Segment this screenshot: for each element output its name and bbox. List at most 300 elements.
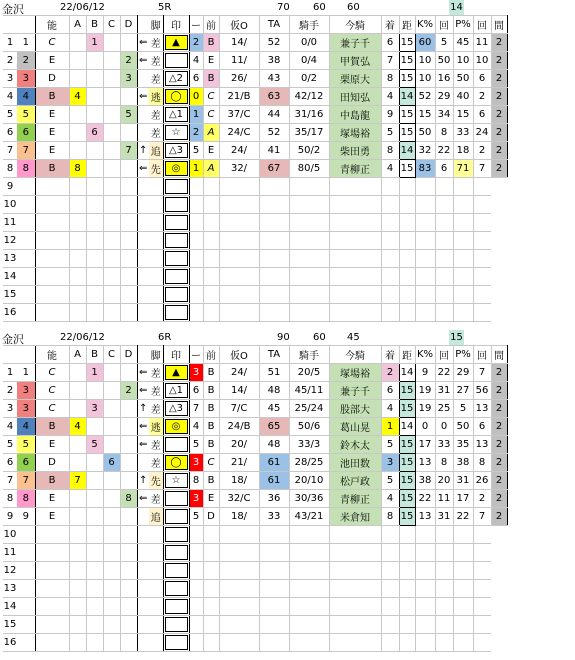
rank-cell: C (35, 34, 69, 52)
waku-number (17, 250, 35, 268)
kyori-cell: 15 (399, 34, 415, 52)
data-cell (435, 562, 453, 580)
row-number: 11 (3, 544, 17, 562)
data-cell (289, 286, 329, 304)
mark-cell (163, 382, 189, 400)
kai-cell: 31 (435, 508, 453, 526)
col-c (103, 88, 120, 106)
mark-value (165, 635, 188, 650)
data-cell (189, 268, 203, 286)
ta-cell: 51 (259, 364, 289, 382)
data-cell (453, 616, 473, 634)
arrow-cell (137, 454, 149, 472)
data-cell (415, 178, 435, 196)
mark-cell (163, 436, 189, 454)
data-cell (435, 616, 453, 634)
kai2-cell: 56 (473, 382, 491, 400)
ta-cell: 67 (259, 160, 289, 178)
dash-cell: 0 (189, 88, 203, 106)
data-cell (415, 304, 435, 322)
row-number: 6 (3, 124, 17, 142)
kan-cell: 2 (491, 400, 507, 418)
rank-cell: B (35, 88, 69, 106)
mae-cell: B (203, 364, 219, 382)
data-cell (259, 286, 289, 304)
col-b (86, 304, 103, 322)
data-cell (203, 598, 219, 616)
ta-cell: 65 (259, 418, 289, 436)
waku-number: 5 (17, 106, 35, 124)
data-cell (453, 304, 473, 322)
arrow-cell (137, 196, 149, 214)
kai2-cell: 8 (473, 454, 491, 472)
kyaku-cell: 差 (149, 400, 163, 418)
col-d (120, 562, 137, 580)
col-c (103, 562, 120, 580)
data-cell (435, 178, 453, 196)
kan-cell: 2 (491, 490, 507, 508)
kai-cell: 5 (435, 34, 453, 52)
col-header: B (86, 346, 103, 364)
data-cell (289, 250, 329, 268)
col-a (69, 436, 86, 454)
arrow-cell: ↑ (137, 472, 149, 490)
table-row (3, 70, 507, 88)
col-d (120, 508, 137, 526)
col-header (137, 346, 149, 364)
kai2-cell: 13 (473, 400, 491, 418)
mark-cell (163, 490, 189, 508)
data-cell (189, 214, 203, 232)
data-cell (329, 544, 381, 562)
data-cell (415, 562, 435, 580)
mark-value (165, 251, 188, 266)
pp-cell: 22 (453, 508, 473, 526)
row-number: 13 (3, 580, 17, 598)
arrow-cell: ⇐ (137, 160, 149, 178)
data-cell (259, 178, 289, 196)
kan-cell: 2 (491, 418, 507, 436)
data-cell (381, 196, 399, 214)
mark-value (165, 491, 188, 506)
horse-table (3, 345, 508, 652)
mark-cell (163, 544, 189, 562)
mark-value: ☆ (165, 125, 188, 140)
data-cell (289, 304, 329, 322)
col-d (120, 634, 137, 652)
col-d: 7 (120, 142, 137, 160)
kp-cell: 15 (415, 106, 435, 124)
col-a (69, 508, 86, 526)
data-cell (381, 562, 399, 580)
mark-value (165, 269, 188, 284)
mae-cell: B (203, 400, 219, 418)
table-row (3, 364, 507, 382)
rank-cell: C (35, 400, 69, 418)
col-b (86, 598, 103, 616)
kari-cell: 21/B (219, 88, 259, 106)
data-cell (473, 196, 491, 214)
kyori-cell: 14 (399, 88, 415, 106)
col-a (69, 400, 86, 418)
data-cell (219, 544, 259, 562)
rank-cell (35, 580, 69, 598)
data-cell (189, 526, 203, 544)
col-d (120, 34, 137, 52)
mark-cell (163, 472, 189, 490)
col-header: D (120, 16, 137, 34)
row-number: 10 (3, 196, 17, 214)
data-cell (259, 544, 289, 562)
row-number: 12 (3, 232, 17, 250)
data-cell (453, 562, 473, 580)
kai-cell: 31 (435, 382, 453, 400)
data-cell (453, 250, 473, 268)
arrow-cell (137, 634, 149, 652)
waku-number (17, 562, 35, 580)
waku-number (17, 598, 35, 616)
waku-number: 1 (17, 34, 35, 52)
empty-row (3, 616, 507, 634)
kyaku-cell (149, 250, 163, 268)
kishu-cell: 35/17 (289, 124, 329, 142)
dash-cell: 6 (189, 382, 203, 400)
data-cell (189, 562, 203, 580)
mark-cell (163, 160, 189, 178)
col-header: 距 (399, 346, 415, 364)
kyaku-cell (149, 562, 163, 580)
data-cell (453, 286, 473, 304)
kai-cell: 16 (435, 70, 453, 88)
pp-cell: 15 (453, 106, 473, 124)
kan-cell: 2 (491, 382, 507, 400)
col-b (86, 106, 103, 124)
data-cell (259, 526, 289, 544)
mark-cell (163, 124, 189, 142)
data-cell (399, 178, 415, 196)
jockey-cell: 葛山晃 (329, 418, 381, 436)
col-header: 回 (435, 16, 453, 34)
kishu-cell: 50/6 (289, 418, 329, 436)
col-d: 2 (120, 382, 137, 400)
pp-cell: 50 (453, 418, 473, 436)
chaku-cell: 4 (381, 490, 399, 508)
mark-cell (163, 52, 189, 70)
data-cell (415, 232, 435, 250)
dash-cell: 2 (189, 124, 203, 142)
col-c (103, 418, 120, 436)
col-b: 3 (86, 400, 103, 418)
data-cell (203, 214, 219, 232)
data-cell (219, 250, 259, 268)
kyaku-cell (149, 286, 163, 304)
col-c (103, 436, 120, 454)
col-d (120, 364, 137, 382)
col-b (86, 580, 103, 598)
data-cell (329, 634, 381, 652)
kari-cell: 32/C (219, 490, 259, 508)
mark-value (165, 581, 188, 596)
data-cell (399, 268, 415, 286)
col-c (103, 232, 120, 250)
col-header: 能 (35, 346, 69, 364)
race-header (0, 330, 575, 345)
data-cell (329, 562, 381, 580)
col-c (103, 214, 120, 232)
rank-cell (35, 250, 69, 268)
col-waku (17, 346, 35, 364)
col-b (86, 178, 103, 196)
ta-cell: 45 (259, 400, 289, 418)
data-cell (219, 580, 259, 598)
data-cell (435, 598, 453, 616)
jockey-cell: 鈴木太 (329, 436, 381, 454)
col-header: 仮O (219, 346, 259, 364)
col-d (120, 196, 137, 214)
data-cell (399, 196, 415, 214)
data-cell (435, 268, 453, 286)
col-c (103, 106, 120, 124)
col-d (120, 160, 137, 178)
kari-cell: 24/B (219, 418, 259, 436)
kyori-cell: 15 (399, 454, 415, 472)
kyaku-cell (149, 598, 163, 616)
empty-row (3, 178, 507, 196)
row-number: 12 (3, 562, 17, 580)
data-cell (259, 634, 289, 652)
dash-cell: 4 (189, 52, 203, 70)
table-row (3, 124, 507, 142)
col-header: K% (415, 16, 435, 34)
row-number: 9 (3, 178, 17, 196)
mark-cell (163, 526, 189, 544)
data-cell (399, 634, 415, 652)
mark-value: ◯ (165, 89, 188, 104)
data-cell (219, 598, 259, 616)
kai-cell: 29 (435, 88, 453, 106)
data-cell (399, 232, 415, 250)
data-cell (289, 562, 329, 580)
distance-badge: 14 (450, 2, 463, 13)
kyaku-cell (149, 616, 163, 634)
data-cell (415, 286, 435, 304)
kp-cell: 10 (415, 52, 435, 70)
kyaku-cell: 差 (149, 52, 163, 70)
col-b (86, 490, 103, 508)
arrow-cell (137, 250, 149, 268)
race-date: 22/06/12 (60, 332, 105, 343)
kan-cell: 2 (491, 364, 507, 382)
kari-cell: 26/ (219, 70, 259, 88)
mark-value (165, 599, 188, 614)
pp-cell: 10 (453, 52, 473, 70)
col-d (120, 214, 137, 232)
data-cell (473, 562, 491, 580)
rank-cell: C (35, 364, 69, 382)
arrow-cell: ⇐ (137, 490, 149, 508)
col-c (103, 286, 120, 304)
empty-row (3, 634, 507, 652)
data-cell (453, 178, 473, 196)
col-header: P% (453, 346, 473, 364)
data-cell (473, 250, 491, 268)
col-c (103, 598, 120, 616)
chaku-cell: 4 (381, 88, 399, 106)
empty-row (3, 196, 507, 214)
jockey-cell: 股部大 (329, 400, 381, 418)
kp-cell: 22 (415, 490, 435, 508)
kai-cell: 22 (435, 364, 453, 382)
mae-cell: C (203, 88, 219, 106)
empty-row (3, 526, 507, 544)
kyori-cell: 14 (399, 142, 415, 160)
kari-cell: 20/ (219, 436, 259, 454)
kp-cell: 13 (415, 454, 435, 472)
mark-cell (163, 580, 189, 598)
data-cell (219, 178, 259, 196)
data-cell (415, 616, 435, 634)
data-cell (381, 634, 399, 652)
waku-number (17, 634, 35, 652)
rank-cell (35, 196, 69, 214)
data-cell (399, 214, 415, 232)
mark-value (165, 53, 188, 68)
mae-cell: C (203, 454, 219, 472)
jockey-cell: 甲賀弘 (329, 52, 381, 70)
mae-cell: B (203, 382, 219, 400)
rank-cell: B (35, 160, 69, 178)
data-cell (329, 286, 381, 304)
data-cell (219, 562, 259, 580)
data-cell (381, 286, 399, 304)
waku-number: 8 (17, 160, 35, 178)
mark-cell (163, 400, 189, 418)
col-header: P% (453, 16, 473, 34)
table-row (3, 508, 507, 526)
table-row (3, 490, 507, 508)
kari-cell: 24/C (219, 124, 259, 142)
col-c (103, 526, 120, 544)
col-header: B (86, 16, 103, 34)
rank-cell (35, 562, 69, 580)
col-a (69, 214, 86, 232)
kp-cell: 38 (415, 472, 435, 490)
arrow-cell: ⇐ (137, 418, 149, 436)
col-a (69, 196, 86, 214)
rank-cell (35, 304, 69, 322)
col-header: 回 (473, 16, 491, 34)
pp-cell: 40 (453, 88, 473, 106)
data-cell (203, 526, 219, 544)
kai-cell: 20 (435, 472, 453, 490)
data-cell (259, 580, 289, 598)
kan-cell: 2 (491, 142, 507, 160)
dash-cell: 3 (189, 454, 203, 472)
waku-number: 7 (17, 142, 35, 160)
data-cell (381, 580, 399, 598)
col-c (103, 70, 120, 88)
col-a: 7 (69, 472, 86, 490)
data-cell (203, 232, 219, 250)
chaku-cell: 4 (381, 160, 399, 178)
row-number: 13 (3, 250, 17, 268)
row-number: 3 (3, 70, 17, 88)
jockey-cell: 栗原大 (329, 70, 381, 88)
data-cell (203, 304, 219, 322)
kyaku-cell (149, 304, 163, 322)
rank-cell (35, 214, 69, 232)
arrow-cell (137, 178, 149, 196)
kishu-cell: 20/10 (289, 472, 329, 490)
kyaku-cell: 差 (149, 364, 163, 382)
mae-cell: E (203, 490, 219, 508)
kan-cell: 2 (491, 88, 507, 106)
mark-value (165, 305, 188, 320)
kai2-cell: 2 (473, 490, 491, 508)
kp-cell: 10 (415, 70, 435, 88)
data-cell (259, 214, 289, 232)
chaku-cell: 7 (381, 52, 399, 70)
pp-cell: 31 (453, 472, 473, 490)
data-cell (381, 598, 399, 616)
kp-cell: 83 (415, 160, 435, 178)
col-b (86, 472, 103, 490)
mark-cell (163, 34, 189, 52)
data-cell (381, 178, 399, 196)
mark-value: ◯ (165, 455, 188, 470)
data-cell (381, 544, 399, 562)
dash-cell: 1 (189, 160, 203, 178)
waku-number (17, 178, 35, 196)
mark-cell (163, 142, 189, 160)
mark-value (165, 617, 188, 632)
col-header: K% (415, 346, 435, 364)
data-cell (435, 526, 453, 544)
data-cell (435, 286, 453, 304)
mark-value: ◎ (165, 161, 188, 176)
data-cell (453, 580, 473, 598)
data-cell (435, 214, 453, 232)
chaku-cell: 5 (381, 436, 399, 454)
jockey-cell: 青柳正 (329, 160, 381, 178)
col-header (137, 16, 149, 34)
jockey-cell: 塚場裕 (329, 124, 381, 142)
chaku-cell: 8 (381, 70, 399, 88)
kai-cell: 6 (435, 160, 453, 178)
row-number: 16 (3, 634, 17, 652)
waku-number: 3 (17, 70, 35, 88)
mark-value: △1 (165, 107, 188, 122)
kan-cell: 2 (491, 52, 507, 70)
data-cell (289, 598, 329, 616)
row-number: 16 (3, 304, 17, 322)
empty-row (3, 250, 507, 268)
ta-cell: 44 (259, 106, 289, 124)
data-cell (453, 634, 473, 652)
col-c: 6 (103, 454, 120, 472)
data-cell (415, 268, 435, 286)
data-cell (189, 304, 203, 322)
mark-value (165, 437, 188, 452)
mark-cell (163, 214, 189, 232)
pp-cell: 17 (453, 490, 473, 508)
data-cell (415, 214, 435, 232)
data-cell (329, 232, 381, 250)
empty-row (3, 268, 507, 286)
dash-cell: 2 (189, 34, 203, 52)
waku-number: 4 (17, 88, 35, 106)
chaku-cell: 6 (381, 34, 399, 52)
